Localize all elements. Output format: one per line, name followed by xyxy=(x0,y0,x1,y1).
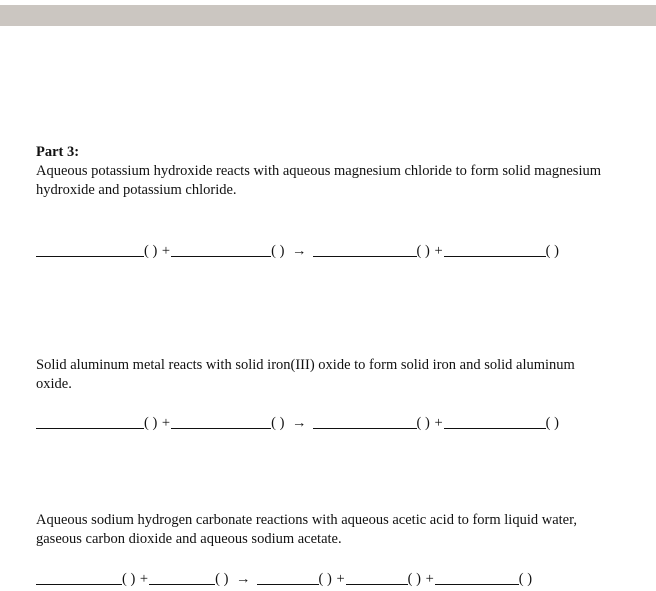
state-parens[interactable]: ( ) xyxy=(407,571,421,587)
state-parens[interactable]: ( ) xyxy=(271,415,285,431)
question-2-text: Solid aluminum metal reacts with solid iron(III) oxide to form solid iron and solid aluminum oxide. xyxy=(36,357,575,392)
product-2-blank[interactable] xyxy=(444,414,546,429)
plus-sign: + xyxy=(336,571,345,587)
state-parens[interactable]: ( ) xyxy=(518,571,533,587)
state-parens[interactable]: ( ) xyxy=(271,243,285,259)
product-2-blank[interactable] xyxy=(346,570,408,585)
question-1-text: Aqueous potassium hydroxide reacts with aqueous magnesium chloride to form solid magnesium hydroxide and potassium chloride. xyxy=(36,163,601,198)
state-parens[interactable]: ( ) xyxy=(416,243,430,259)
product-1-blank[interactable] xyxy=(257,570,319,585)
plus-sign: + xyxy=(139,571,149,587)
reactant-2-blank[interactable] xyxy=(149,570,215,585)
product-1-blank[interactable] xyxy=(313,414,417,429)
reactant-1-blank[interactable] xyxy=(36,570,122,585)
reactant-2-blank[interactable] xyxy=(171,414,271,429)
part-heading: Part 3: xyxy=(36,144,80,160)
reactant-1-blank[interactable] xyxy=(36,242,144,257)
plus-sign: + xyxy=(161,415,171,431)
top-gray-band xyxy=(0,5,656,26)
product-1-blank[interactable] xyxy=(313,242,417,257)
reaction-arrow-icon: → xyxy=(292,243,307,259)
equation-2 xyxy=(36,414,559,432)
question-1 xyxy=(36,143,626,200)
question-3-text: Aqueous sodium hydrogen carbonate reactions with aqueous acetic acid to form liquid water, gaseous carbon dioxide and aqueous sodium acetate. xyxy=(36,512,577,547)
equation-1 xyxy=(36,242,559,260)
plus-sign: + xyxy=(434,243,443,259)
equation-3 xyxy=(36,570,532,588)
reactant-1-blank[interactable] xyxy=(36,414,144,429)
reaction-arrow-icon: → xyxy=(292,415,307,431)
plus-sign: + xyxy=(425,571,434,587)
reactant-2-blank[interactable] xyxy=(171,242,271,257)
state-parens[interactable]: ( ) xyxy=(215,571,229,587)
state-parens[interactable]: ( ) xyxy=(318,571,332,587)
product-3-blank[interactable] xyxy=(435,570,519,585)
state-parens[interactable]: ( ) xyxy=(122,571,136,587)
state-parens[interactable]: ( ) xyxy=(416,415,430,431)
product-2-blank[interactable] xyxy=(444,242,546,257)
plus-sign: + xyxy=(161,243,171,259)
state-parens[interactable]: ( ) xyxy=(545,415,559,431)
plus-sign: + xyxy=(434,415,443,431)
state-parens[interactable]: ( ) xyxy=(545,243,559,259)
reaction-arrow-icon: → xyxy=(236,571,251,587)
state-parens[interactable]: ( ) xyxy=(144,415,158,431)
state-parens[interactable]: ( ) xyxy=(144,243,158,259)
